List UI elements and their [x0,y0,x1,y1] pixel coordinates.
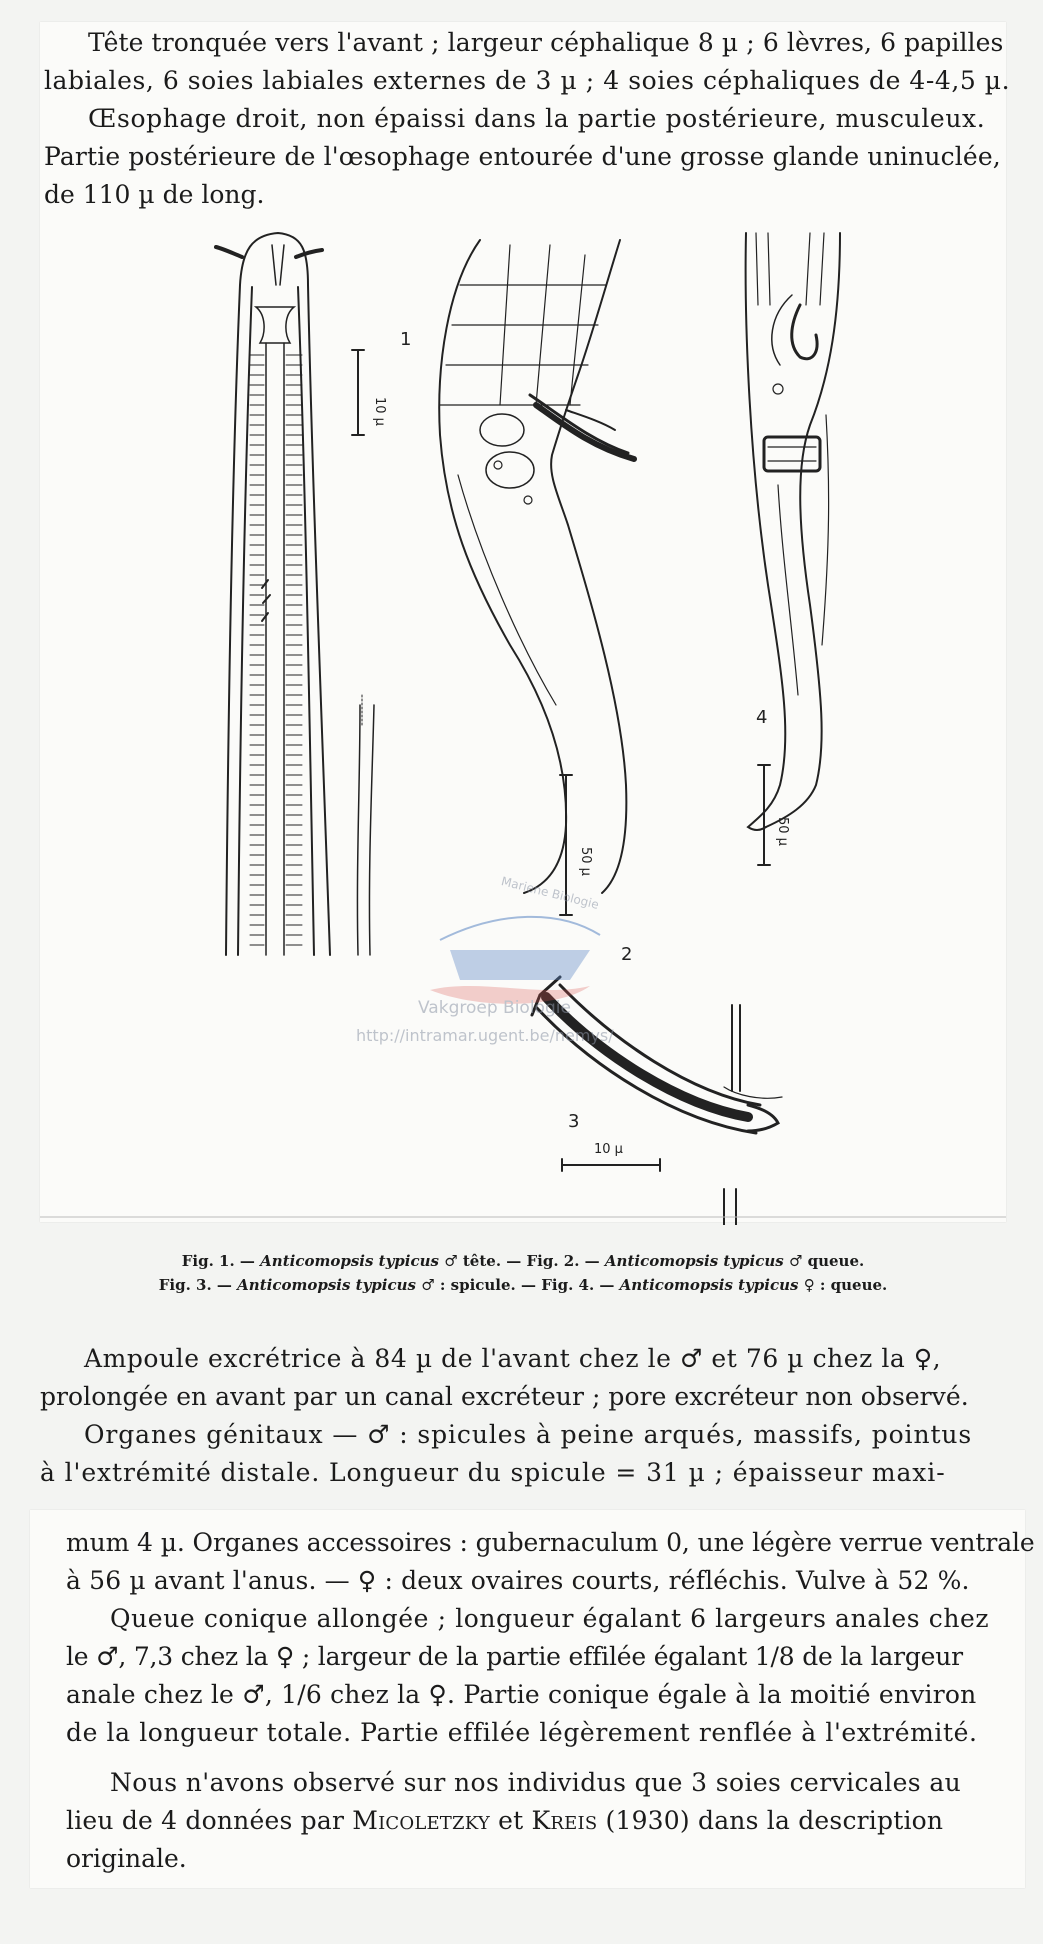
fig1-number: 1 [400,329,412,350]
fig2-number: 2 [621,944,633,965]
body-line: Organes génitaux — ♂ : spicules à peine arqués, massifs, pointus [84,1420,973,1449]
body-line: Nous n'avons observé sur nos individus que 3 soies cervicales au [110,1768,962,1797]
body-line-authors [66,1802,1006,1840]
body-line: à l'extrémité distale. Longueur du spicule = 31 µ ; épaisseur maxi- [40,1458,946,1487]
figure-caption-line-1 [40,1252,1006,1270]
fig1-scale-label: 10 µ [372,397,387,426]
fig2-male-tail-drawing [439,240,634,965]
text-fragment: et [498,1806,524,1835]
fig4-number: 4 [756,707,768,728]
intro-line: Tête tronquée vers l'avant ; largeur céphalique 8 µ ; 6 lèvres, 6 papilles [88,28,1004,57]
fig1-head-drawing [216,233,411,955]
body-paragraph-bottom [66,1524,1035,1878]
caption-fig3-desc: ♂ : spicule. — [421,1276,536,1294]
text-fragment: lieu de 4 données par [66,1806,345,1835]
intro-paragraph [44,24,1011,214]
intro-line: Œsophage droit, non épaissi dans la partie postérieure, musculeux. [88,104,986,133]
intro-line: labiales, 6 soies labiales externes de 3 µ ; 4 soies céphaliques de 4-4,5 µ. [44,66,1011,95]
fig3-spicule-drawing [532,977,782,1225]
fig2-scale-label: 50 µ [578,847,593,876]
fig3-number: 3 [568,1111,580,1132]
caption-fig1-label: Fig. 1. — [181,1252,255,1270]
nematode-figure-plate [40,225,1006,1225]
caption-fig2-desc: ♂ queue. [788,1252,865,1270]
caption-fig4-desc: ♀ : queue. [803,1276,888,1294]
caption-fig4-label: Fig. 4. — [541,1276,615,1294]
watermark-arc-text: Mariene Biologie [499,874,601,912]
caption-fig1-desc: ♂ tête. — [444,1252,522,1270]
body-line: originale. [66,1844,187,1873]
fig4-female-tail-drawing [746,233,840,865]
body-line: prolongée en avant par un canal excréteur ; pore excréteur non observé. [40,1382,969,1411]
body-line: Ampoule excrétrice à 84 µ de l'avant chez le ♂ et 76 µ chez la ♀, [84,1344,942,1373]
body-line: à 56 µ avant l'anus. — ♀ : deux ovaires courts, réfléchis. Vulve à 52 %. [66,1566,970,1595]
caption-fig2-label: Fig. 2. — [526,1252,600,1270]
intro-line: de 110 µ de long. [44,180,265,209]
paragraph-gap [66,1752,1006,1764]
fig3-scale-label: 10 µ [594,1142,623,1157]
caption-fig2-species: Anticomopsis typicus [604,1252,784,1270]
author-name: Kreis [531,1806,598,1835]
watermark-brand: Vakgroep Biologie [418,998,571,1018]
body-line: mum 4 µ. Organes accessoires : gubernaculum 0, une légère verrue ventrale [66,1528,1035,1557]
intro-line: Partie postérieure de l'œsophage entourée d'une grosse glande uninuclée, [44,142,1001,171]
body-line: le ♂, 7,3 chez la ♀ ; largeur de la partie effilée égalant 1/8 de la largeur [66,1642,963,1671]
body-line: Queue conique allongée ; longueur égalant 6 largeurs anales chez [110,1604,990,1633]
caption-fig4-species: Anticomopsis typicus [619,1276,799,1294]
author-name: Micoletzky [352,1806,490,1835]
caption-fig3-species: Anticomopsis typicus [237,1276,416,1294]
body-line: de la longueur totale. Partie effilée légèrement renflée à l'extrémité. [66,1718,978,1747]
figure-caption-line-2 [40,1276,1006,1294]
text-fragment: (1930) dans la description [605,1806,944,1835]
watermark-url: http://intramar.ugent.be/nemys/ [356,1026,614,1045]
body-paragraph-top [40,1340,995,1492]
caption-fig1-species: Anticomopsis typicus [260,1252,439,1270]
fig1-muscle-striations [250,355,302,945]
body-line: anale chez le ♂, 1/6 chez la ♀. Partie conique égale à la moitié environ [66,1680,977,1709]
caption-fig3-label: Fig. 3. — [158,1276,232,1294]
fig4-scale-label: 50 µ [775,817,790,846]
